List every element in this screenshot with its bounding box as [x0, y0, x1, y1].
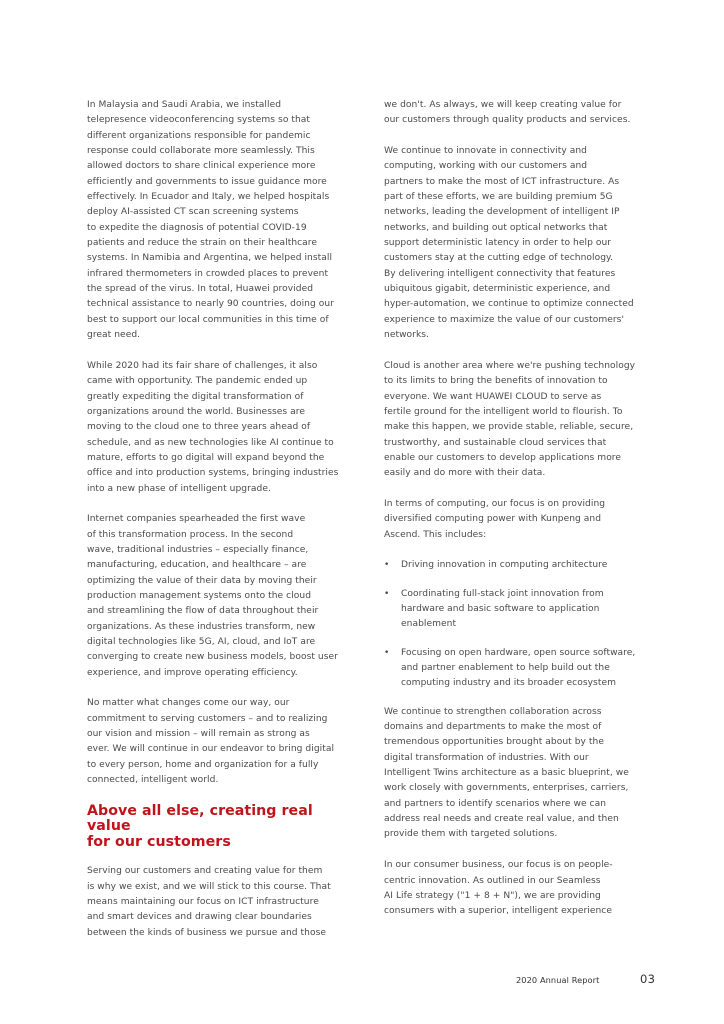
paragraph-consumer-business: In our consumer business, our focus is on people- centric innovation. As outlined in our Seamless AI Life strategy ("1 + 8 + N"), we are providing consumers with a superior, intelligent experience [384, 860, 613, 917]
list-item [384, 587, 656, 633]
left-column [87, 98, 359, 941]
paragraph-transformation-waves: Internet companies spearheaded the first wave of this transformation process. In the second wave, traditional industries – especially finance, manufacturing, education, and healthcare – are optimizing the value of their data by moving their production management systems onto the cloud and streamlining the flow of data throughout their organizations. As these industries transform, new digital technologies like 5G, AI, cloud, and IoT are converging to create new business models, boost user experience, and improve operating efficiency. [87, 514, 338, 678]
paragraph-serving-customers: Serving our customers and creating value for them is why we exist, and we will stick to this course. That means maintaining our focus on ICT infrastructure and smart devices and drawing clear boundaries between the kinds of business we pursue and those [87, 866, 331, 938]
paragraph-pandemic-support: In Malaysia and Saudi Arabia, we installed telepresence videoconferencing systems so that different organizations responsible for pandemic response could collaborate more seamlessly. This allowed doctors to share clinical experience more efficiently and governments to issue guidance more effectively. In Ecuador and Italy, we helped hospitals deploy AI-assisted CT scan screening systems to expedite the diagnosis of potential COVID-19 patients and reduce the strain on their healthcare systems. In Namibia and Argentina, we helped install infrared thermometers in crowded places to prevent the spread of the virus. In total, Huawei provided technical assistance to nearly 90 countries, doing our best to support our local communities in this time of great need. [87, 100, 334, 341]
list-item-text: Focusing on open hardware, open source software, and partner enablement to help build out the computing industry and its broader ecosystem [401, 647, 636, 689]
list-item [384, 646, 656, 692]
right-column [384, 98, 656, 920]
list-item [384, 558, 656, 573]
footer-report-label: 2020 Annual Report [516, 975, 600, 985]
paragraph-computing: In terms of computing, our focus is on providing diversified computing power with Kunpeng and Ascend. This includes: [384, 498, 606, 540]
list-item-text: Driving innovation in computing architecture [401, 560, 608, 571]
bullet-icon: • [384, 588, 390, 599]
computing-bullet-list [384, 558, 656, 691]
list-item-text: Coordinating full-stack joint innovation from hardware and basic software to application enablement [401, 588, 604, 630]
bullet-icon: • [384, 647, 390, 658]
paragraph-connectivity: We continue to innovate in connectivity and computing, working with our customers and partners to make the most of ICT infrastructure. As part of these efforts, we are building premium 5G networks, leading the development of intelligent IP networks, and building out optical networks that support deterministic latency in order to help our customers stay at the cutting edge of technology. By delivering intelligent connectivity that features ubiquitous gigabit, deterministic experience, and hyper-automation, we continue to optimize connected experience to maximize the value of our customers' networks. [384, 146, 634, 341]
bullet-icon: • [384, 560, 390, 571]
footer-page-number: 03 [640, 972, 656, 986]
paragraph-opportunity: While 2020 had its fair share of challenges, it also came with opportunity. The pandemic ended up greatly expediting the digital transformation of organizations around the world. Businesses are moving to the cloud one to three years ahead of schedule, and as new technologies like AI continue to mature, efforts to go digital will expand beyond the office and into production systems, bringing industries into a new phase of intelligent upgrade. [87, 360, 339, 494]
section-heading: Above all else, creating real value for our customers [87, 802, 313, 850]
paragraph-cloud: Cloud is another area where we're pushing technology to its limits to bring the benefits of innovation to everyone. We want HUAWEI CLOUD to serve as fertile ground for the intelligent world to flourish. To make this happen, we provide stable, reliable, secure, trustworthy, and sustainable cloud services that enable our customers to develop applications more easily and do more with their data. [384, 360, 636, 479]
paragraph-value-continuation: we don't. As always, we will keep creating value for our customers through quality products and services. [384, 100, 631, 126]
paragraph-commitment: No matter what changes come our way, our commitment to serving customers – and to realizing our vision and mission – will remain as strong as ever. We will continue in our endeavor to bring digital to every person, home and organization for a fully connected, intelligent world. [87, 698, 335, 786]
paragraph-collaboration: We continue to strengthen collaboration across domains and departments to make the most of tremendous opportunities brought about by the digital transformation of industries. With our Intelligent Twins architecture as a basic blueprint, we work closely with governments, enterprises, carriers, and partners to identify scenarios where we can address real needs and create real value, and then provide them with targeted solutions. [384, 706, 629, 840]
